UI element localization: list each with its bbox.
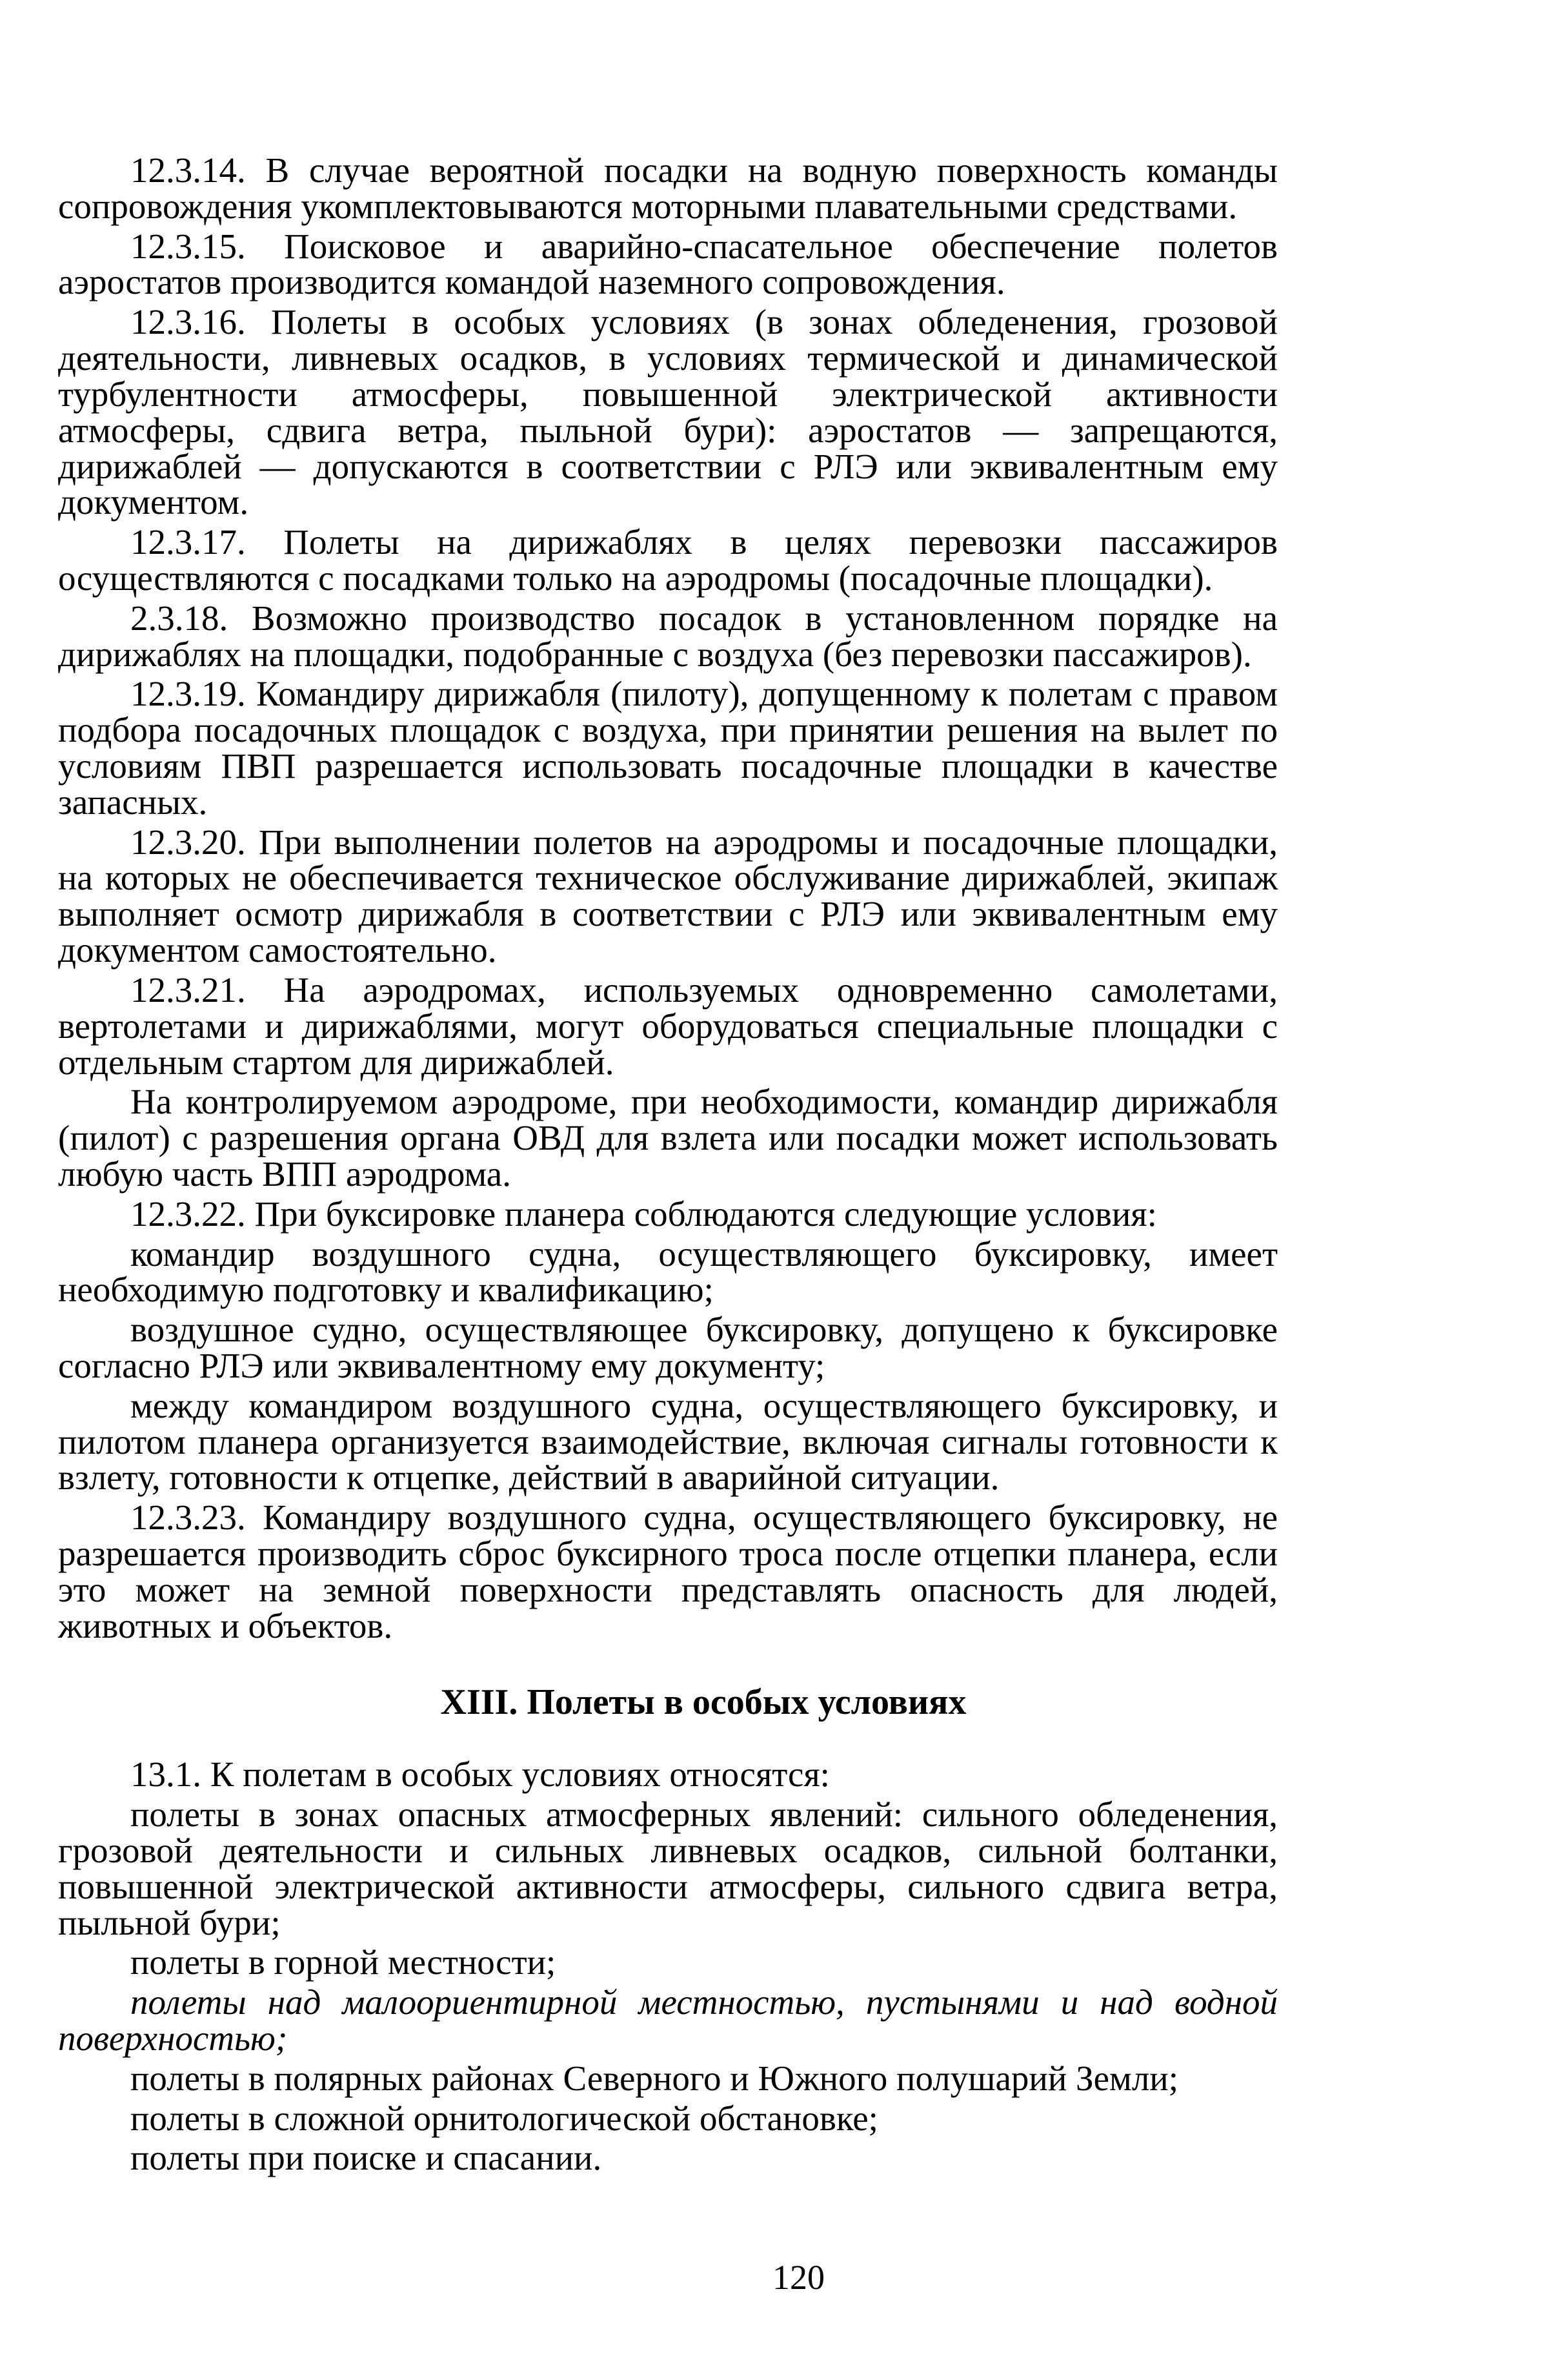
list-item-mountain: полеты в горной местности; — [130, 1942, 556, 1982]
section-heading: XIII. Полеты в особых условиях — [440, 1682, 967, 1722]
paragraph-controlled-aerodrome: На контролируемом аэродроме, при необходимости, командир дирижабля (пилот) с разрешения органа ОВД для взлета или посадки может использовать любую часть ВПП аэродрома. — [58, 1082, 1278, 1194]
list-item-towing-commander: командир воздушного судна, осуществляющего буксировку, имеет необходимую подготовку и квалификацию; — [58, 1234, 1278, 1310]
list-item-hazardous-phenomena: полеты в зонах опасных атмосферных явлений: сильного обледенения, грозовой деятельности и сильных ливневых осадков, сильной болтанки, повышенной электрической активности атмосферы, сильного сдвига ветра, пыльной бури; — [58, 1795, 1278, 1942]
page-number: 120 — [772, 2258, 825, 2297]
paragraph-12-3-17: 12.3.17. Полеты на дирижаблях в целях перевозки пассажиров осуществляются с посадками только на аэродромы (посадочные площадки). — [58, 522, 1278, 598]
list-item-low-landmark: полеты над малоориентирной местностью, пустынями и над водной поверхностью; — [58, 1982, 1278, 2059]
paragraph-12-3-16: 12.3.16. Полеты в особых условиях (в зонах обледенения, грозовой деятельности, ливневых осадков, в условиях термической и динамической турбулентности атмосферы, повышенной электрической активности атмосферы, сдвига ветра, пыльной бури): аэростатов — запрещаются, дирижаблей — допускаются в соответствии с РЛЭ или эквивалентным ему документом. — [58, 302, 1278, 522]
list-item-search-rescue: полеты при поиске и спасании. — [130, 2138, 602, 2178]
list-item-ornithological: полеты в сложной орнитологической обстановке; — [130, 2098, 878, 2138]
paragraph-12-3-19: 12.3.19. Командиру дирижабля (пилоту), допущенному к полетам с правом подбора посадочных площадок с воздуха, при принятии решения на вылет по условиям ПВП разрешается использовать посадочные площадки в качестве запасных. — [58, 674, 1278, 822]
paragraph-12-3-15: 12.3.15. Поисковое и аварийно-спасательное обеспечение полетов аэростатов производится командой наземного сопровождения. — [58, 226, 1278, 302]
paragraph-12-3-18: 2.3.18. Возможно производство посадок в установленном порядке на дирижаблях на площадки, подобранные с воздуха (без перевозки пассажиров). — [58, 598, 1278, 674]
paragraph-12-3-21: 12.3.21. На аэродромах, используемых одновременно самолетами, вертолетами и дирижаблями, могут оборудоваться специальные площадки с отдельным стартом для дирижаблей. — [58, 970, 1278, 1082]
paragraph-13-1: 13.1. К полетам в особых условиях относятся: — [130, 1754, 830, 1795]
list-item-towing-aircraft: воздушное судно, осуществляющее буксировку, допущено к буксировке согласно РЛЭ или эквивалентному ему документу; — [58, 1310, 1278, 1385]
paragraph-12-3-22: 12.3.22. При буксировке планера соблюдаются следующие условия: — [130, 1194, 1157, 1234]
paragraph-12-3-23: 12.3.23. Командиру воздушного судна, осуществляющего буксировку, не разрешается производить сброс буксирного троса после отцепки планера, если это может на земной поверхности представлять опасность для людей, животных и объектов. — [58, 1498, 1278, 1645]
list-item-polar: полеты в полярных районах Северного и Южного полушарий Земли; — [130, 2058, 1178, 2098]
paragraph-12-3-20: 12.3.20. При выполнении полетов на аэродромы и посадочные площадки, на которых не обеспечивается техническое обслуживание дирижаблей, экипаж выполняет осмотр дирижабля в соответствии с РЛЭ или эквивалентным ему документом самостоятельно. — [58, 822, 1278, 970]
paragraph-12-3-14: 12.3.14. В случае вероятной посадки на водную поверхность команды сопровождения укомплектовываются моторными плавательными средствами. — [58, 150, 1278, 226]
list-item-towing-interaction: между командиром воздушного судна, осуществляющего буксировку, и пилотом планера организуется взаимодействие, включая сигналы готовности к взлету, готовности к отцепке, действий в аварийной ситуации. — [58, 1385, 1278, 1498]
document-page — [58, 152, 1278, 2180]
